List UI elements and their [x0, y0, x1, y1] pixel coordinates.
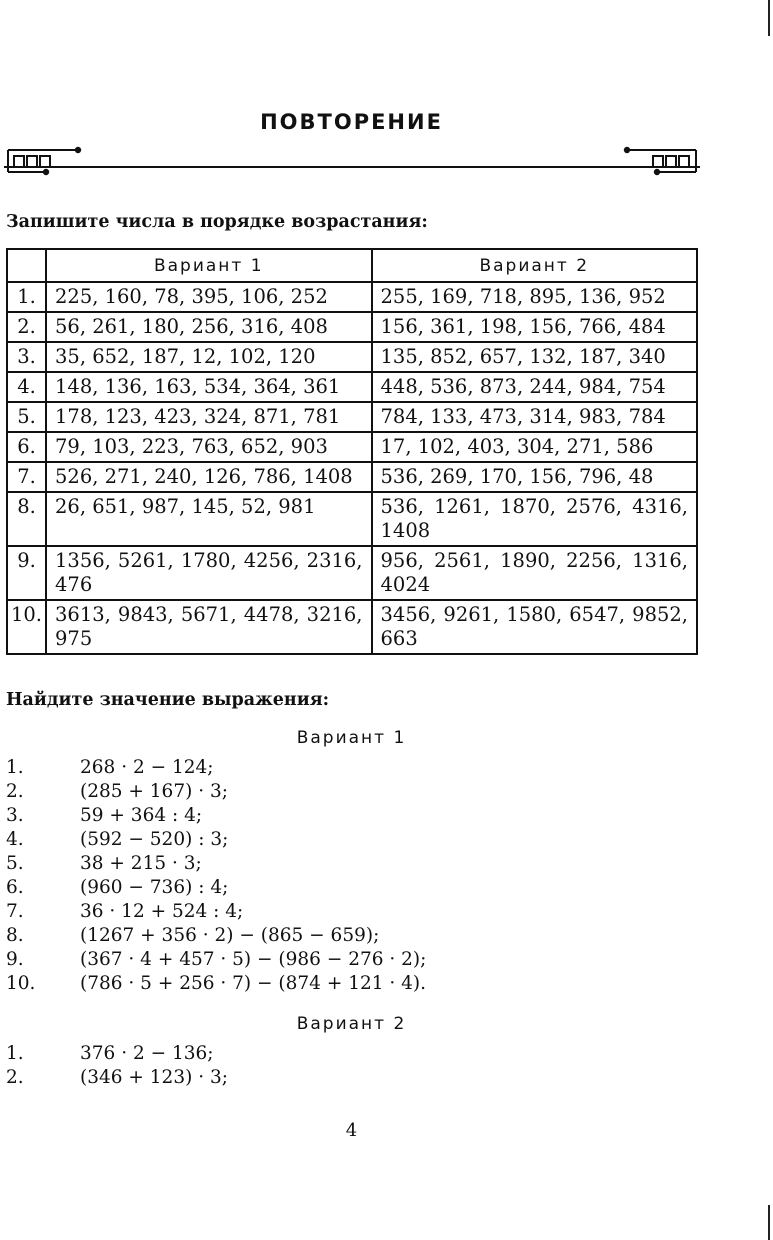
item-number: 3.	[6, 805, 24, 826]
table-row	[7, 432, 697, 462]
item-number: 8.	[6, 925, 24, 946]
table-row	[7, 600, 697, 654]
row-number: 2.	[7, 312, 46, 342]
item-number: 9.	[6, 949, 24, 970]
variant1-cell: 148, 136, 163, 534, 364, 361	[46, 372, 372, 402]
page-edge-line	[768, 1205, 770, 1240]
row-number: 6.	[7, 432, 46, 462]
row-number: 8.	[7, 492, 46, 546]
variant1-label: Вариант 1	[296, 728, 407, 748]
item-number: 6.	[6, 877, 24, 898]
table-row	[7, 312, 697, 342]
column-header-variant1: Вариант 1	[46, 249, 372, 282]
page-title: ПОВТОРЕНИЕ	[260, 110, 443, 134]
expression: 36 · 12 + 524 : 4;	[80, 901, 244, 922]
item-number: 1.	[6, 757, 24, 778]
item-number: 10.	[6, 973, 36, 994]
variant1-cell: 56, 261, 180, 256, 316, 408	[46, 312, 372, 342]
table-row	[7, 462, 697, 492]
table-row	[7, 342, 697, 372]
item-number: 1.	[6, 1043, 24, 1064]
expression: (592 − 520) : 3;	[80, 829, 229, 850]
variant2-cell: 536, 269, 170, 156, 796, 48	[372, 462, 698, 492]
table-row	[7, 546, 697, 600]
item-number: 5.	[6, 853, 24, 874]
row-number: 10.	[7, 600, 46, 654]
variant2-expression-list	[6, 1042, 228, 1090]
expression: (285 + 167) · 3;	[80, 781, 228, 802]
expression: 376 · 2 − 136;	[80, 1043, 214, 1064]
table-row	[7, 492, 697, 546]
numbers-table	[6, 248, 698, 655]
list-item	[6, 756, 426, 780]
row-number: 9.	[7, 546, 46, 600]
variant2-cell: 784, 133, 473, 314, 983, 784	[372, 402, 698, 432]
row-number: 5.	[7, 402, 46, 432]
expression: (786 · 5 + 256 · 7) − (874 + 121 · 4).	[80, 973, 427, 994]
table-row	[7, 282, 697, 312]
variant1-cell: 178, 123, 423, 324, 871, 781	[46, 402, 372, 432]
expression: 59 + 364 : 4;	[80, 805, 203, 826]
expression: (1267 + 356 · 2) − (865 − 659);	[80, 925, 380, 946]
column-header-number	[7, 249, 46, 282]
list-item	[6, 852, 426, 876]
variant1-cell: 26, 651, 987, 145, 52, 981	[46, 492, 372, 546]
variant2-cell: 255, 169, 718, 895, 136, 952	[372, 282, 698, 312]
variant2-cell: 17, 102, 403, 304, 271, 586	[372, 432, 698, 462]
list-item	[6, 924, 426, 948]
variant1-cell: 35, 652, 187, 12, 102, 120	[46, 342, 372, 372]
title-ornament	[0, 140, 705, 185]
variant2-cell: 3456, 9261, 1580, 6547, 9852, 663	[372, 600, 698, 654]
variant1-cell: 225, 160, 78, 395, 106, 252	[46, 282, 372, 312]
variant1-cell: 79, 103, 223, 763, 652, 903	[46, 432, 372, 462]
variant2-cell: 448, 536, 873, 244, 984, 754	[372, 372, 698, 402]
variant2-cell: 956, 2561, 1890, 2256, 1316, 4024	[372, 546, 698, 600]
list-item	[6, 828, 426, 852]
variant2-cell: 536, 1261, 1870, 2576, 4316, 1408	[372, 492, 698, 546]
variant1-expression-list	[6, 756, 426, 996]
list-item	[6, 804, 426, 828]
list-item	[6, 948, 426, 972]
table-row	[7, 372, 697, 402]
expression: (346 + 123) · 3;	[80, 1067, 228, 1088]
list-item	[6, 780, 426, 804]
variant1-cell: 1356, 5261, 1780, 4256, 2316, 476	[46, 546, 372, 600]
row-number: 3.	[7, 342, 46, 372]
item-number: 2.	[6, 781, 24, 802]
item-number: 4.	[6, 829, 24, 850]
list-item	[6, 1042, 228, 1066]
page-number: 4	[345, 1120, 358, 1141]
row-number: 7.	[7, 462, 46, 492]
expression: 38 + 215 · 3;	[80, 853, 202, 874]
expression: 268 · 2 − 124;	[80, 757, 214, 778]
column-header-variant2: Вариант 2	[372, 249, 698, 282]
page-edge-line	[768, 0, 770, 36]
expression: (367 · 4 + 457 · 5) − (986 − 276 · 2);	[80, 949, 427, 970]
variant2-cell: 135, 852, 657, 132, 187, 340	[372, 342, 698, 372]
section-heading-expressions: Найдите значение выражения:	[6, 690, 330, 710]
list-item	[6, 900, 426, 924]
item-number: 7.	[6, 901, 24, 922]
item-number: 2.	[6, 1067, 24, 1088]
variant2-cell: 156, 361, 198, 156, 766, 484	[372, 312, 698, 342]
list-item	[6, 1066, 228, 1090]
list-item	[6, 876, 426, 900]
expression: (960 − 736) : 4;	[80, 877, 229, 898]
variant1-cell: 3613, 9843, 5671, 4478, 3216, 975	[46, 600, 372, 654]
row-number: 4.	[7, 372, 46, 402]
table-header-row	[7, 249, 697, 282]
list-item	[6, 972, 426, 996]
section-heading-order: Запишите числа в порядке возрастания:	[6, 212, 428, 232]
variant1-cell: 526, 271, 240, 126, 786, 1408	[46, 462, 372, 492]
row-number: 1.	[7, 282, 46, 312]
table-row	[7, 402, 697, 432]
variant2-label: Вариант 2	[296, 1014, 407, 1034]
